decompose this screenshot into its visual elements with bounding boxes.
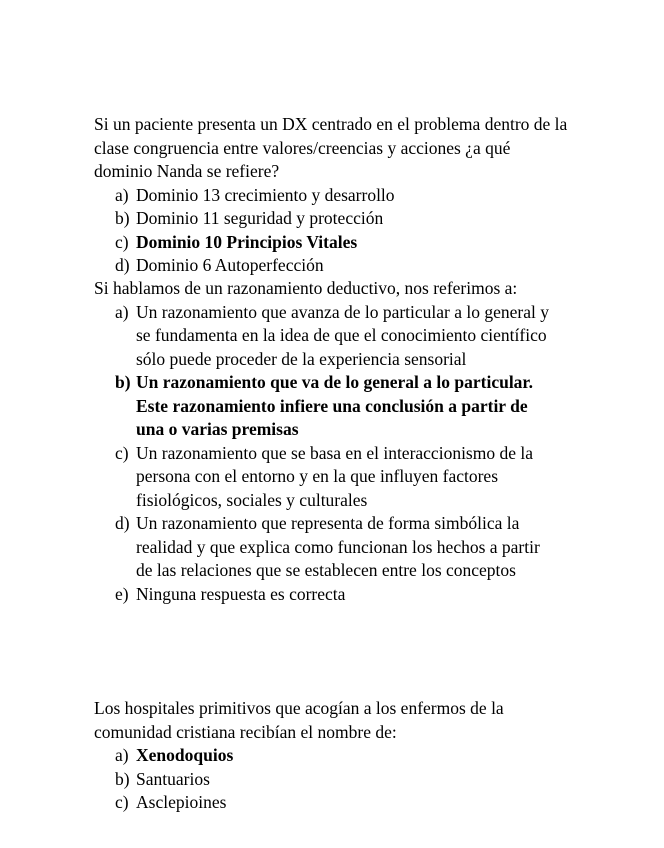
- option-letter: c): [115, 442, 129, 463]
- option-text-correct: Un razonamiento que va de lo general a lo particular. Este razonamiento infiere una conclusión a partir de una o varias premisas: [136, 372, 533, 439]
- option-letter: b): [115, 372, 131, 392]
- option-text: Un razonamiento que avanza de lo particular a lo general y se fundamenta en la idea de que el conocimiento científico sólo puede proceder de la experiencia sensorial: [136, 301, 550, 369]
- option-a: [94, 301, 556, 372]
- question-2-options: [94, 301, 574, 607]
- option-text: Un razonamiento que se basa en el interaccionismo de la persona con el entorno y en la que influyen factores fisiológicos, sociales y culturales: [136, 442, 533, 510]
- option-text: Un razonamiento que representa de forma simbólica la realidad y que explica como funcionan los hechos a partir de las relaciones que se establecen entre los conceptos: [136, 513, 540, 580]
- question-1: [94, 113, 574, 278]
- option-letter: a): [115, 301, 129, 322]
- option-letter: d): [115, 255, 130, 275]
- option-letter: c): [115, 792, 129, 812]
- option-letter: e): [115, 583, 129, 604]
- option-d: [94, 512, 556, 583]
- question-3-options: [94, 744, 574, 815]
- question-3-stem: Los hospitales primitivos que acogían a los enfermos de la comunidad cristiana recibían el nombre de:: [94, 698, 504, 742]
- option-letter: c): [115, 231, 129, 252]
- option-c-correct: [94, 231, 556, 255]
- question-2-stem: Si hablamos de un razonamiento deductivo, nos referimos a:: [94, 278, 518, 298]
- question-1-stem: Si un paciente presenta un DX centrado en el problema dentro de la clase congruencia entre valores/creencias y acciones ¿a qué dominio Nanda se refiere?: [94, 114, 568, 181]
- option-text: Asclepioines: [136, 792, 227, 812]
- option-text: Santuarios: [136, 768, 210, 789]
- option-b: [94, 768, 556, 792]
- option-text: Dominio 6 Autoperfección: [136, 255, 324, 275]
- option-a: [94, 184, 556, 208]
- option-c: [94, 442, 556, 513]
- option-text-correct: Xenodoquios: [136, 745, 234, 765]
- option-b: [94, 207, 556, 231]
- option-b-correct: [94, 371, 556, 442]
- option-d: [94, 254, 556, 278]
- option-letter: a): [115, 745, 129, 765]
- option-text: Ninguna respuesta es correcta: [136, 583, 346, 604]
- option-letter: b): [115, 208, 130, 228]
- option-c: [94, 791, 556, 815]
- option-text: Dominio 13 crecimiento y desarrollo: [136, 184, 395, 205]
- option-letter: b): [115, 768, 130, 789]
- option-e: [94, 583, 556, 607]
- option-letter: d): [115, 513, 130, 533]
- option-a-correct: [94, 744, 556, 768]
- question-1-options: [94, 184, 574, 278]
- option-letter: a): [115, 184, 129, 205]
- option-text-correct: Dominio 10 Principios Vitales: [136, 231, 358, 252]
- option-text: Dominio 11 seguridad y protección: [136, 208, 384, 228]
- question-2: [94, 277, 574, 606]
- question-3: [94, 697, 574, 815]
